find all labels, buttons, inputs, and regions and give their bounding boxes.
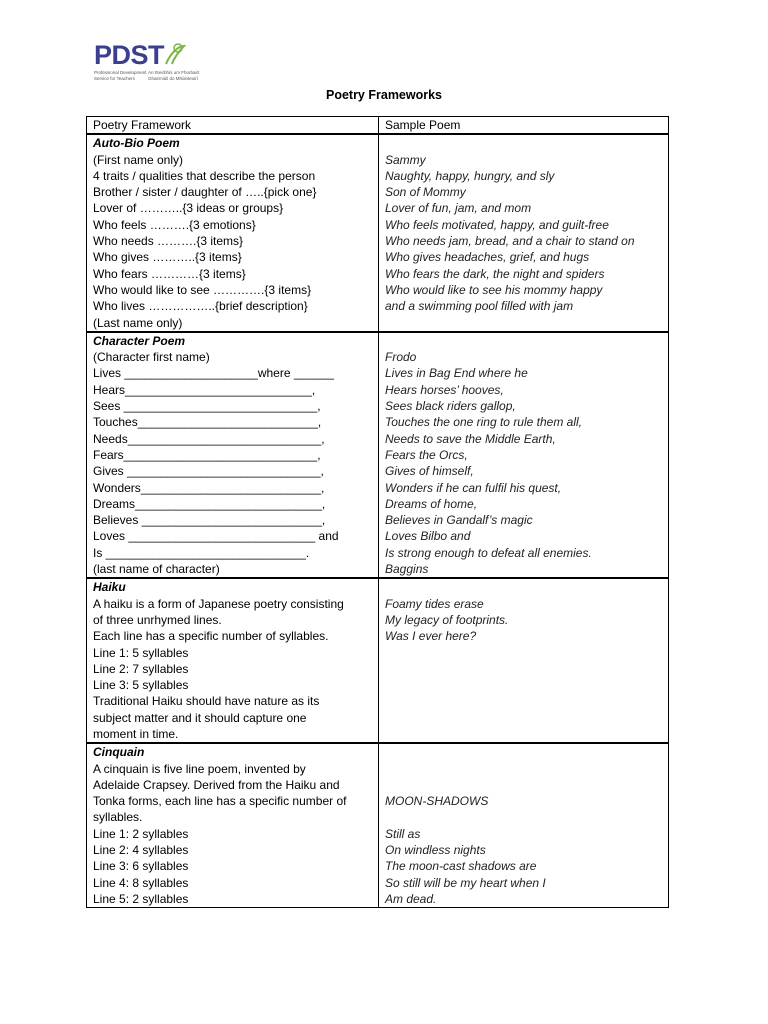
poem-line: Sees black riders gallop, — [385, 399, 516, 414]
framework-line: Tonka forms, each line has a specific number of — [93, 794, 347, 809]
poem-line: Believes in Gandalf’s magic — [385, 513, 533, 528]
poem-line: Frodo — [385, 350, 417, 365]
poem-line: Baggins — [385, 562, 429, 577]
table-row — [87, 332, 669, 578]
framework-line: Line 1: 5 syllables — [93, 645, 189, 660]
framework-line: of three unrhymed lines. — [93, 612, 222, 627]
framework-line: Sees _____________________________, — [93, 399, 321, 414]
framework-line: Hears____________________________, — [93, 382, 316, 397]
framework-line: Who feels ……….{3 emotions} — [93, 217, 256, 232]
poem-line: Who would like to see his mommy happy — [385, 282, 603, 297]
poem-line: So still will be my heart when I — [385, 875, 546, 890]
page-title: Poetry Frameworks — [325, 88, 443, 102]
framework-line: Line 5: 2 syllables — [93, 891, 189, 906]
poem-line: Who fears the dark, the night and spiders — [385, 266, 605, 281]
framework-line: Line 2: 4 syllables — [93, 843, 189, 858]
poem-line: Was I ever here? — [385, 629, 477, 644]
poem-line — [385, 761, 662, 777]
framework-line: Traditional Haiku should have nature as its — [93, 694, 320, 709]
logo-wordmark: PDST — [94, 40, 165, 70]
poem-line: Gives of himself, — [385, 464, 474, 479]
table-row — [87, 134, 669, 332]
poem-line — [385, 809, 662, 825]
table-row — [87, 578, 669, 743]
poem-line: Dreams of home, — [385, 496, 478, 511]
poem-line — [385, 333, 662, 349]
poem-line: Touches the one ring to rule them all, — [385, 415, 583, 430]
framework-line: (First name only) — [93, 152, 184, 167]
header-framework: Poetry Framework — [87, 117, 379, 135]
framework-line: Who lives ……………..{brief description} — [93, 299, 308, 314]
framework-line: Line 3: 6 syllables — [93, 859, 189, 874]
framework-line: subject matter and it should capture one — [93, 710, 307, 725]
framework-line: Loves ____________________________ and — [93, 529, 339, 544]
framework-line: Who needs ……….{3 items} — [93, 234, 244, 249]
logo-swoosh-icon — [162, 40, 188, 68]
sample-poem-cell — [379, 134, 669, 332]
framework-line: Needs_____________________________, — [93, 431, 325, 446]
logo-subtitle-en: Professional Development Service for Teachers — [94, 70, 147, 81]
poem-line: Still as — [385, 826, 421, 841]
section-title: Character Poem — [93, 333, 186, 348]
framework-line: Lover of ………..{3 ideas or groups} — [93, 201, 284, 216]
framework-cell — [87, 332, 379, 578]
framework-line: Touches___________________________, — [93, 415, 322, 430]
poem-line: On windless nights — [385, 843, 486, 858]
poem-line: Fears the Orcs, — [385, 447, 468, 462]
sample-poem-cell — [379, 743, 669, 907]
poem-line: Sammy — [385, 152, 426, 167]
framework-line: (Character first name) — [93, 350, 210, 365]
poem-line: Son of Mommy — [385, 185, 466, 200]
framework-cell — [87, 134, 379, 332]
poem-line: Is strong enough to defeat all enemies. — [385, 545, 592, 560]
poem-line: Who feels motivated, happy, and guilt-free — [385, 217, 609, 232]
poem-line: The moon-cast shadows are — [385, 859, 537, 874]
poem-line: Lover of fun, jam, and mom — [385, 201, 532, 216]
framework-line: Each line has a specific number of syllables. — [93, 629, 329, 644]
framework-line: Fears_____________________________, — [93, 447, 321, 462]
poem-line — [385, 579, 662, 595]
header-sample-poem: Sample Poem — [379, 117, 669, 135]
poem-line — [385, 777, 662, 793]
poem-line: Loves Bilbo and — [385, 529, 471, 544]
framework-line: Wonders___________________________, — [93, 480, 325, 495]
poem-line — [385, 744, 662, 760]
section-title: Auto-Bio Poem — [93, 136, 180, 151]
framework-line: Believes ___________________________, — [93, 513, 326, 528]
poem-line: Hears horses’ hooves, — [385, 382, 504, 397]
framework-cell — [87, 578, 379, 743]
poem-line: Foamy tides erase — [385, 596, 484, 611]
table-row — [87, 743, 669, 907]
framework-line: (last name of character) — [93, 562, 220, 577]
framework-line: Who would like to see ………….{3 items} — [93, 282, 312, 297]
poem-line: Who gives headaches, grief, and hugs — [385, 250, 590, 265]
framework-line: 4 traits / qualities that describe the person — [93, 168, 316, 183]
framework-line: Line 4: 8 syllables — [93, 875, 189, 890]
sample-poem-cell — [379, 332, 669, 578]
framework-line: Who fears …………{3 items} — [93, 266, 246, 281]
framework-line: Lives ____________________where ______ — [93, 366, 334, 381]
poem-line: Naughty, happy, hungry, and sly — [385, 168, 555, 183]
framework-line: Adelaide Crapsey. Derived from the Haiku and — [93, 777, 340, 792]
poem-line: MOON-SHADOWS — [385, 794, 489, 809]
framework-line: Dreams____________________________, — [93, 496, 326, 511]
poem-line: Wonders if he can fulfil his quest, — [385, 480, 562, 495]
framework-line: A cinquain is five line poem, invented by — [93, 761, 306, 776]
poem-line: Am dead. — [385, 891, 437, 906]
pdst-logo — [94, 40, 204, 86]
poem-line: Lives in Bag End where he — [385, 366, 528, 381]
framework-line: Line 3: 5 syllables — [93, 678, 189, 693]
framework-line: A haiku is a form of Japanese poetry consisting — [93, 596, 344, 611]
framework-line: Who gives ………..{3 items} — [93, 250, 242, 265]
section-title: Haiku — [93, 580, 126, 595]
framework-cell — [87, 743, 379, 907]
framework-line: Brother / sister / daughter of …..{pick one} — [93, 185, 317, 200]
sample-poem-cell — [379, 578, 669, 743]
framework-line: Line 1: 2 syllables — [93, 826, 189, 841]
table-header-row — [87, 117, 669, 135]
section-title: Cinquain — [93, 745, 145, 760]
framework-line: moment in time. — [93, 726, 179, 741]
poem-line: Who needs jam, bread, and a chair to stand on — [385, 234, 635, 249]
poetry-frameworks-table — [86, 116, 669, 908]
poem-line: and a swimming pool filled with jam — [385, 299, 574, 314]
poem-line: Needs to save the Middle Earth, — [385, 431, 556, 446]
framework-line: Is ______________________________. — [93, 545, 310, 560]
framework-line: Line 2: 7 syllables — [93, 661, 189, 676]
poem-line: My legacy of footprints. — [385, 612, 509, 627]
poem-line — [385, 135, 662, 151]
framework-line: Gives _____________________________, — [93, 464, 324, 479]
logo-subtitle-ga: An tSeirbhís um Fhorbairt Ghairmiúil do Mhúinteoirí — [148, 70, 200, 81]
framework-line: syllables. — [93, 810, 143, 825]
framework-line: (Last name only) — [93, 315, 183, 330]
